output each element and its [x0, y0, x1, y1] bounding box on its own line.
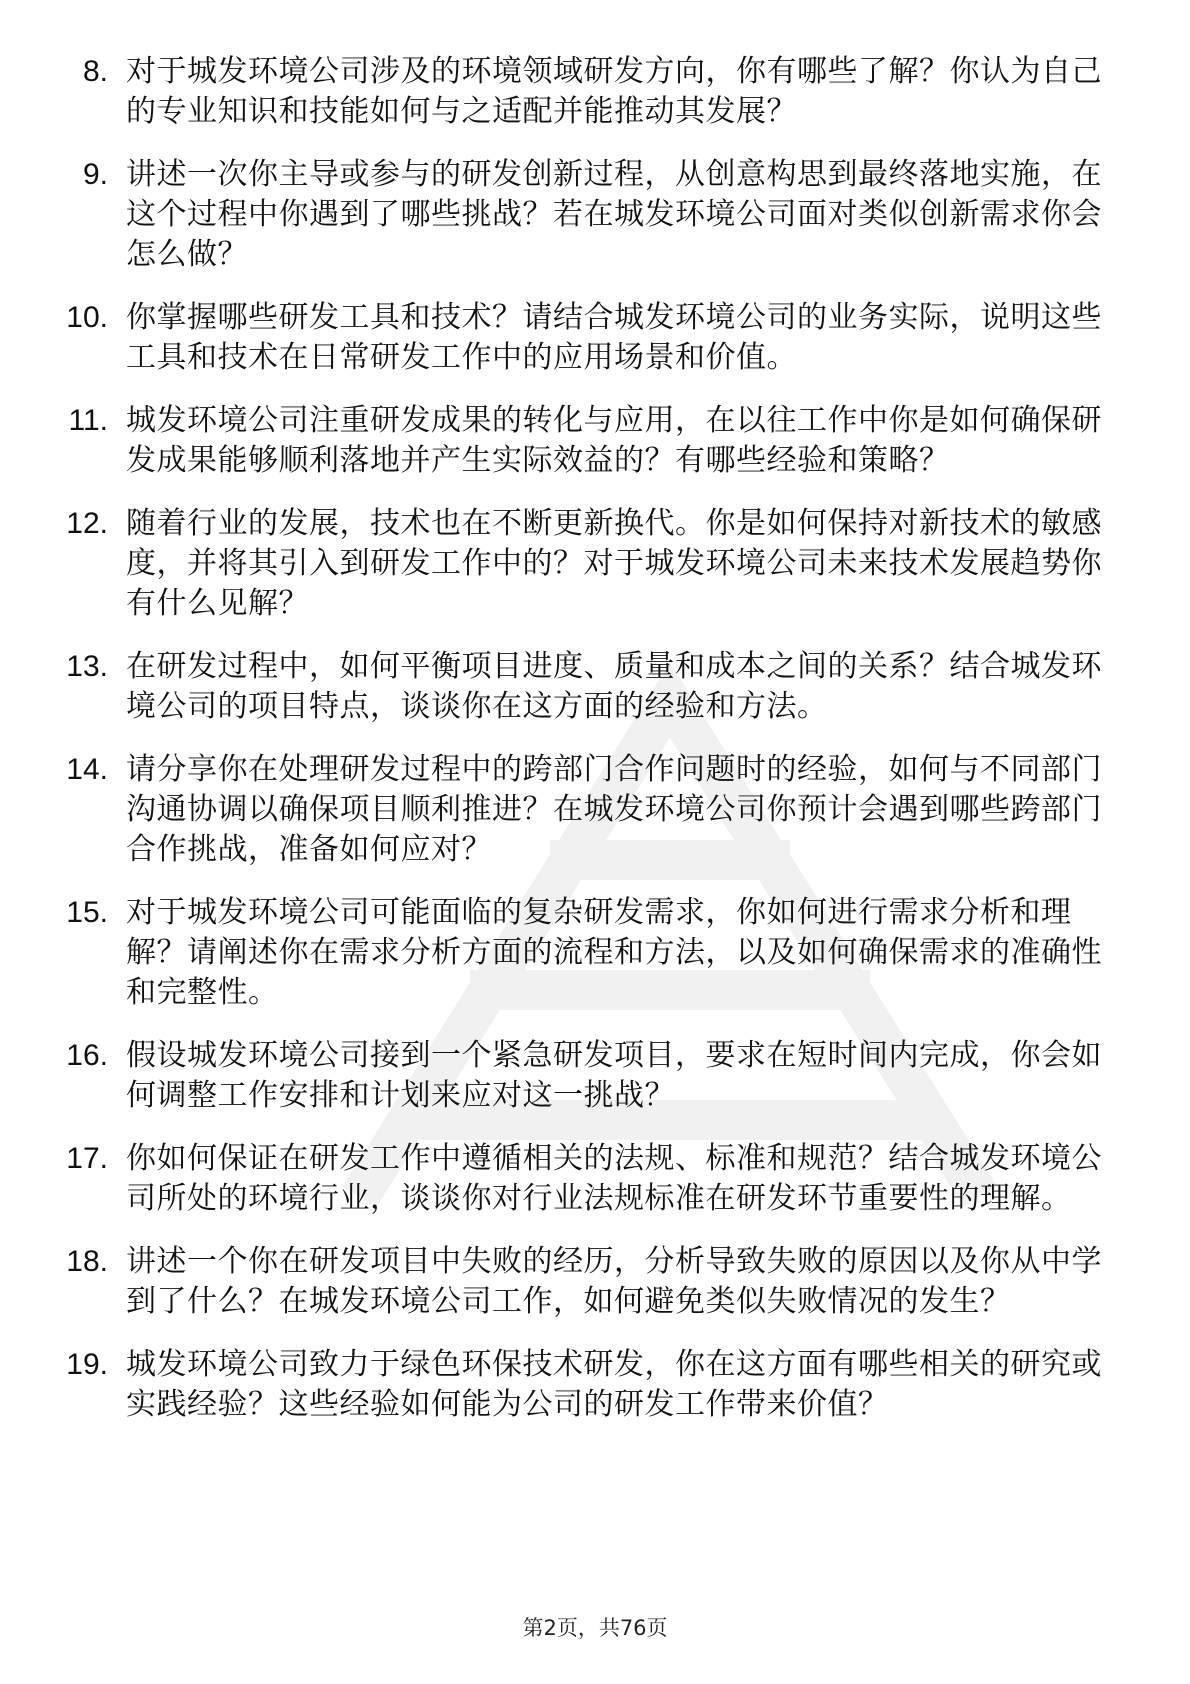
- question-number: 9.: [82, 158, 108, 191]
- question-text: 你如何保证在研发工作中遵循相关的法规、标准和规范？结合城发环境公司所处的环境行业，谈谈你对行业法规标准在研发环节重要性的理解。: [126, 1141, 1102, 1216]
- question-item: [0, 893, 1190, 1013]
- question-number: 14.: [66, 753, 108, 786]
- question-text: 对于城发环境公司可能面临的复杂研发需求，你如何进行需求分析和理解？请阐述你在需求分析方面的流程和方法，以及如何确保需求的准确性和完整性。: [126, 895, 1102, 1010]
- question-item: [0, 1139, 1190, 1219]
- question-text: 对于城发环境公司涉及的环境领域研发方向，你有哪些了解？你认为自己的专业知识和技能如何与之适配并能推动其发展？: [126, 54, 1102, 129]
- question-item: [0, 1345, 1190, 1425]
- question-number: 10.: [66, 301, 108, 334]
- question-item: [0, 1242, 1190, 1322]
- question-text: 假设城发环境公司接到一个紧急研发项目，要求在短时间内完成，你会如何调整工作安排和计划来应对这一挑战？: [126, 1038, 1102, 1113]
- question-item: [0, 504, 1190, 624]
- question-number: 18.: [66, 1245, 108, 1278]
- question-item: [0, 401, 1190, 481]
- question-number: 13.: [66, 650, 108, 683]
- question-text: 城发环境公司注重研发成果的转化与应用，在以往工作中你是如何确保研发成果能够顺利落地并产生实际效益的？有哪些经验和策略？: [126, 403, 1102, 478]
- question-item: [0, 647, 1190, 727]
- question-number: 11.: [68, 404, 108, 437]
- question-text: 请分享你在处理研发过程中的跨部门合作问题时的经验，如何与不同部门沟通协调以确保项目顺利推进？在城发环境公司你预计会遇到哪些跨部门合作挑战，准备如何应对？: [126, 752, 1102, 867]
- question-item: [0, 155, 1190, 275]
- question-text: 讲述一个你在研发项目中失败的经历，分析导致失败的原因以及你从中学到了什么？在城发环境公司工作，如何避免类似失败情况的发生？: [126, 1244, 1102, 1319]
- question-item: [0, 298, 1190, 378]
- question-text: 随着行业的发展，技术也在不断更新换代。你是如何保持对新技术的敏感度，并将其引入到研发工作中的？对于城发环境公司未来技术发展趋势你有什么见解？: [126, 506, 1102, 621]
- question-number: 12.: [66, 507, 108, 540]
- question-number: 19.: [66, 1348, 108, 1381]
- question-number: 8.: [82, 55, 108, 88]
- question-item: [0, 750, 1190, 870]
- question-text: 讲述一次你主导或参与的研发创新过程，从创意构思到最终落地实施，在这个过程中你遇到了哪些挑战？若在城发环境公司面对类似创新需求你会怎么做？: [126, 157, 1102, 272]
- question-text: 在研发过程中，如何平衡项目进度、质量和成本之间的关系？结合城发环境公司的项目特点，谈谈你在这方面的经验和方法。: [126, 649, 1102, 724]
- question-number: 16.: [66, 1039, 108, 1072]
- question-text: 城发环境公司致力于绿色环保技术研发，你在这方面有哪些相关的研究或实践经验？这些经验如何能为公司的研发工作带来价值？: [126, 1347, 1102, 1422]
- question-number: 17.: [66, 1142, 108, 1175]
- question-text: 你掌握哪些研发工具和技术？请结合城发环境公司的业务实际，说明这些工具和技术在日常研发工作中的应用场景和价值。: [126, 300, 1102, 375]
- question-list: [0, 52, 1190, 1448]
- page-number: 第2页，共76页: [522, 1616, 668, 1640]
- question-number: 15.: [66, 896, 108, 929]
- question-item: [0, 52, 1190, 132]
- question-item: [0, 1036, 1190, 1116]
